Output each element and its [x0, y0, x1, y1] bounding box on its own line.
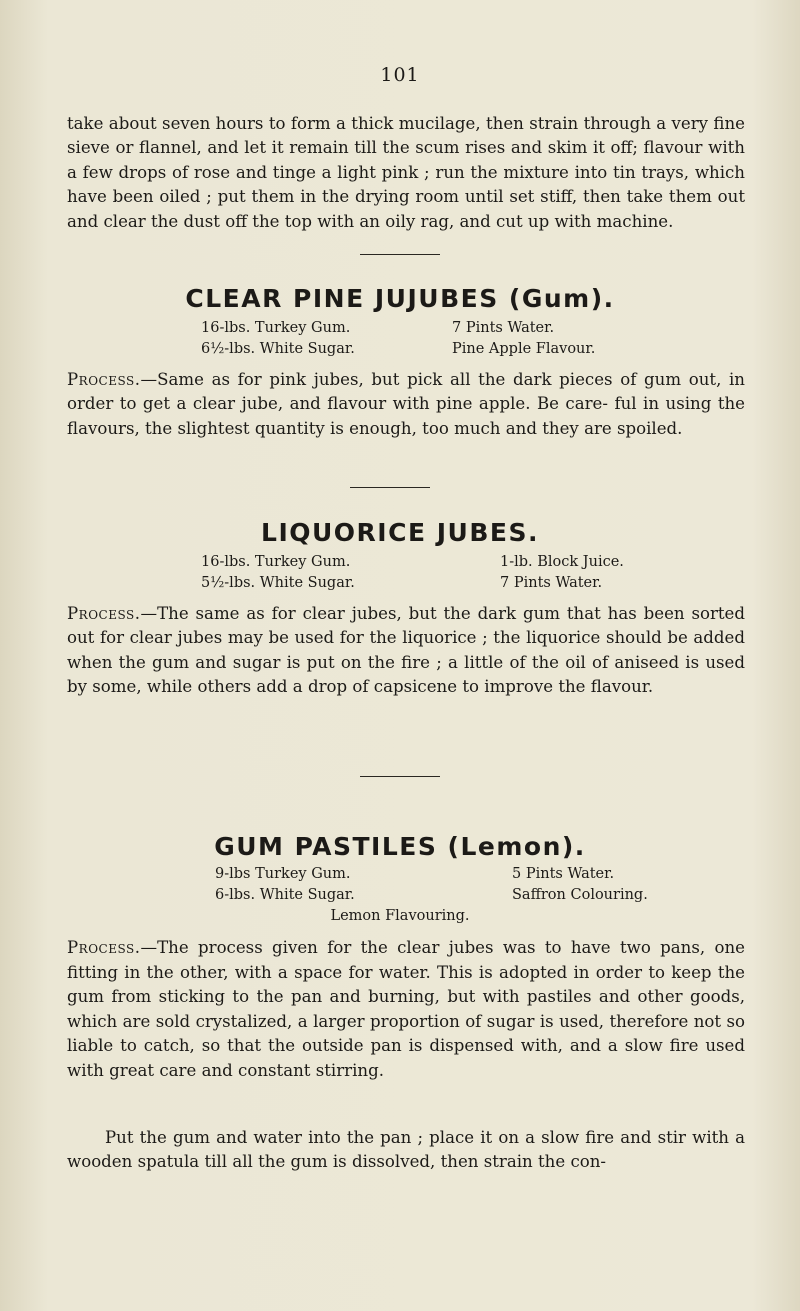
section-heading-liquorice-jubes: LIQUORICE JUBES.: [261, 518, 539, 547]
process-text: —Same as for pink jubes, but pick all the dark pieces of gum out, in order to get a clear jube, and flavour with pine apple. Be care- ful in using the flavours, the slightest quantity is enough, too much and they are spoiled.: [67, 370, 745, 438]
ingredient: 5 Pints Water.: [512, 866, 615, 882]
section-divider: [360, 254, 440, 255]
ingredient: 1-lb. Block Juice.: [500, 554, 624, 570]
process-text: —The process given for the clear jubes was to have two pans, one fitting in the other, with a space for water. This is adopted in order to keep the gum from sticking to the pan and burning, but with pastiles and other goods, which are sold crystalized, a larger proportion of sugar is used, therefore not so liable to catch, so that the outside pan is dispensed with, and a slow fire used with great care and constant stirring.: [67, 938, 745, 1080]
process-label: Process.: [67, 604, 141, 623]
section-divider: [360, 776, 440, 777]
section-heading-clear-pine-jujubes: CLEAR PINE JUJUBES (Gum).: [185, 284, 615, 313]
ingredient: Lemon Flavouring.: [330, 908, 470, 924]
final-paragraph: Put the gum and water into the pan ; place it on a slow fire and stir with a wooden spatula till all the gum is dissolved, then strain the con-: [67, 1128, 745, 1172]
section-divider: [350, 487, 430, 488]
ingredient: 7 Pints Water.: [500, 575, 603, 591]
ingredient: 6-lbs. White Sugar.: [215, 887, 355, 903]
process-paragraph: [67, 368, 745, 441]
process-paragraph: [67, 936, 745, 1084]
ingredient: 6½-lbs. White Sugar.: [201, 341, 355, 357]
process-label: Process.: [67, 938, 141, 957]
ingredient: 16-lbs. Turkey Gum.: [201, 320, 351, 336]
intro-paragraph: take about seven hours to form a thick mucilage, then strain through a very fine sieve or flannel, and let it remain till the scum rises and skim it off; flavour with a few drops of rose and tinge a light pink ; run the mixture into tin trays, which have been oiled ; put them in the drying room until set stiff, then take them out and clear the dust off the top with an oily rag, and cut up with machine.: [67, 114, 745, 231]
section-heading-gum-pastiles: GUM PASTILES (Lemon).: [214, 832, 586, 861]
ingredient: 9-lbs Turkey Gum.: [215, 866, 351, 882]
ingredient: Saffron Colouring.: [512, 887, 648, 903]
process-paragraph: [67, 602, 745, 700]
ingredient: 16-lbs. Turkey Gum.: [201, 554, 351, 570]
ingredient: Pine Apple Flavour.: [452, 341, 596, 357]
process-text: —The same as for clear jubes, but the dark gum that has been sorted out for clear jubes may be used for the liquorice ; the liquorice should be added when the gum and sugar is put on the fire ; a little of the oil of aniseed is used by some, while others add a drop of capsicene to improve the flavour.: [67, 604, 745, 697]
ingredient: 7 Pints Water.: [452, 320, 555, 336]
process-label: Process.: [67, 370, 141, 389]
page-number: 101: [380, 64, 420, 86]
ingredient: 5½-lbs. White Sugar.: [201, 575, 355, 591]
